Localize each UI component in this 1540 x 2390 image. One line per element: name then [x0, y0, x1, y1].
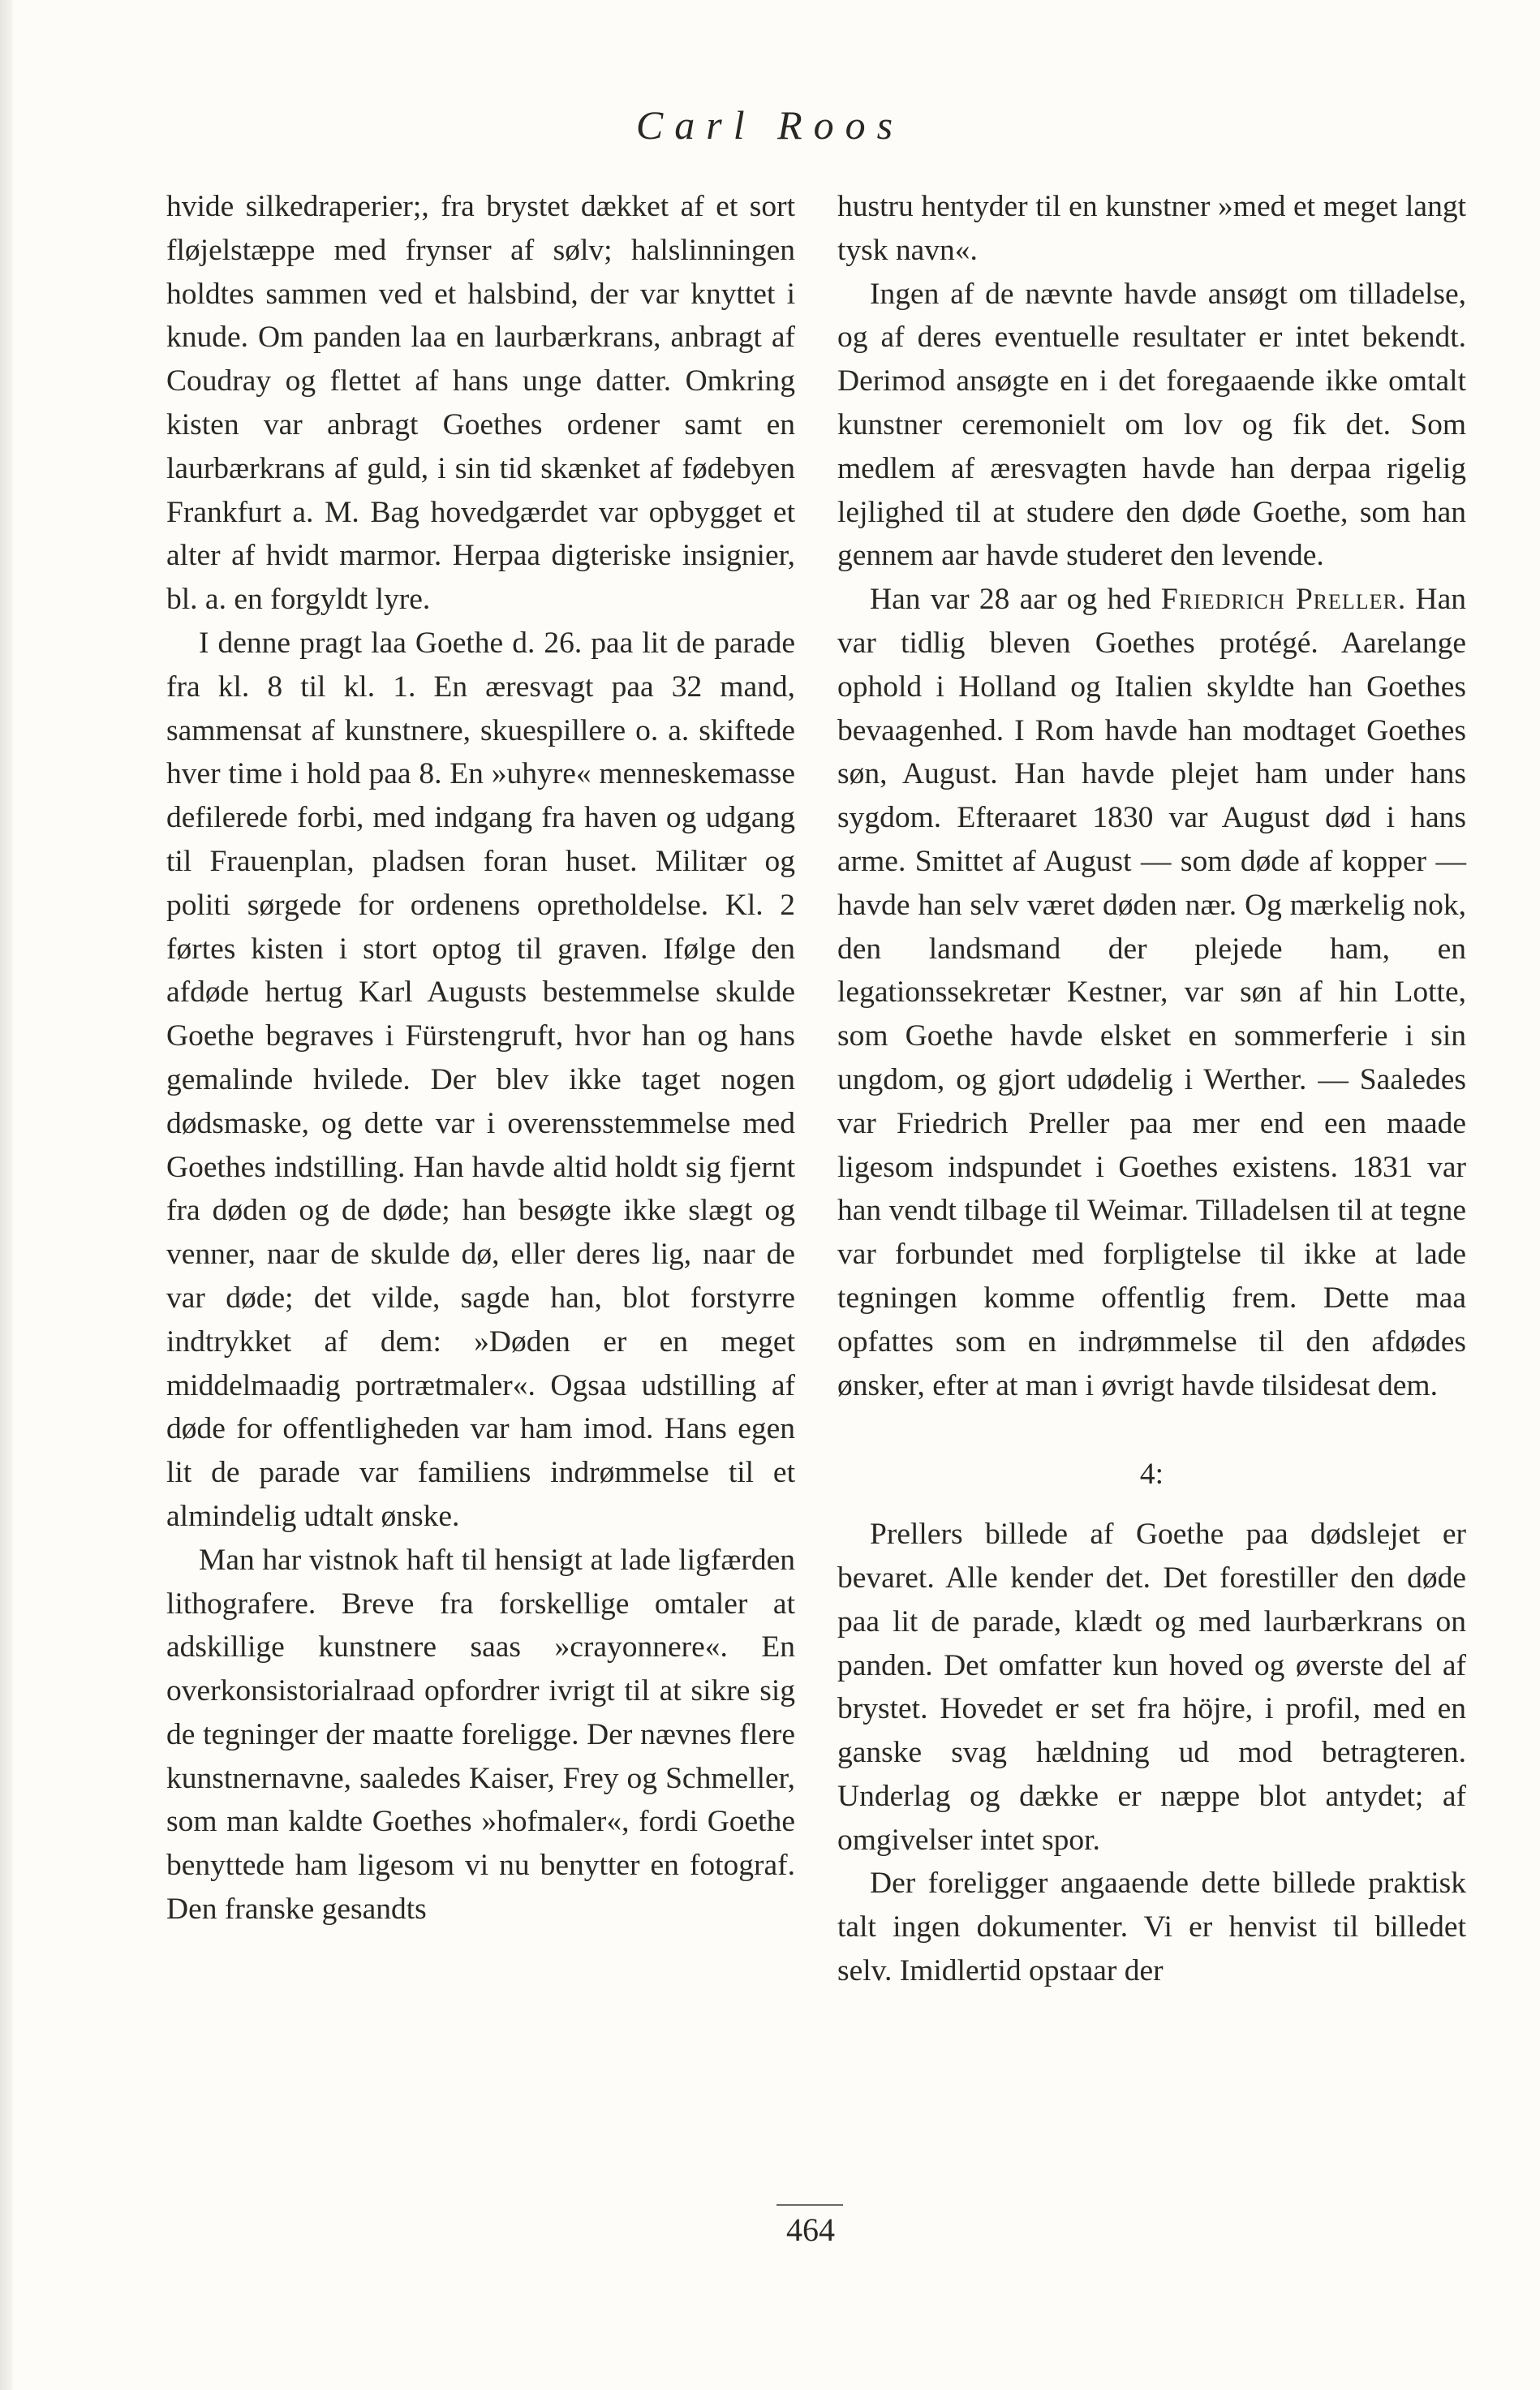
paragraph: Prellers billede af Goethe paa dødslejet er bevaret. Alle kender det. Det forestiller den døde paa lit de parade, klædt og med laurbærkrans on panden. Det omfatter kun hoved og øverste del af brystet. Hovedet er set fra höjre, i profil, med en ganske svag hældning ud mod betragteren. Underlag og dække er næppe blot antydet; af omgivelser intet spor. — [837, 1518, 1466, 1857]
paragraph: Ingen af de nævnte havde ansøgt om tilladelse, og af deres eventuelle resultater er intet bekendt. Derimod ansøgte en i det foregaaende ikke omtalt kunstner ceremonielt om lov og fik det. Som medlem af æresvagten havde han derpaa rigelig lejlighed til at studere den døde Goethe, som han gennem aar havde studeret den levende. — [837, 277, 1466, 573]
folio-rule — [776, 2204, 843, 2206]
page-number: 464 — [786, 2211, 835, 2248]
right-column — [837, 185, 1466, 1993]
person-name: Friedrich Preller — [1160, 583, 1398, 617]
paragraph: hvide silkedraperier;, fra brystet dækket af et sort fløjelstæppe med frynser af sølv; halslinningen holdtes sammen ved et halsbind, der var knyttet i knude. Om panden laa en laurbærkrans, anbragt af Coudray og flettet af hans unge datter. Omkring kisten var anbragt Goethes ordener samt en laurbærkrans af guld, i sin tid skænket af fødebyen Frankfurt a. M. Bag hovedgærdet var opbygget et alter af hvidt marmor. Herpaa digteriske insignier, bl. a. en forgyldt lyre. — [166, 190, 795, 617]
paragraph: Der foreligger angaaende dette billede praktisk talt ingen dokumenter. Vi er henvist til billedet selv. Imidlertid opstaar der — [837, 1867, 1466, 1988]
paragraph — [837, 578, 1466, 1407]
section-number: 4: — [1139, 1458, 1164, 1492]
paragraph: I denne pragt laa Goethe d. 26. paa lit de parade fra kl. 8 til kl. 1. En æresvagt paa 32 mand, sammensat af kunstnere, skuespillere o. a. skiftede hver time i hold paa 8. En »uhyre« menneskemasse defilerede forbi, med indgang fra haven og udgang til Frauenplan, pladsen foran huset. Militær og politi sørgede for ordenens opretholdelse. Kl. 2 førtes kisten i stort optog til graven. Ifølge den afdøde hertug Karl Augusts bestemmelse skulde Goethe begraves i Fürstengruft, hvor han og hans gemalinde hvilede. Der blev ikke taget nogen dødsmaske, og dette var i overensstemmelse med Goethes indstilling. Han havde altid holdt sig fjernt fra døden og de døde; han besøgte ikke slægt og venner, naar de skulde dø, eller deres lig, naar de var døde; det vilde, sagde han, blot forstyrre indtrykket af dem: »Døden er en meget middelmaadig portrætmaler«. Ogsaa udstilling af døde for offentligheden var ham imod. Hans egen lit de parade var familiens indrømmelse til et almindelig udtalt ønske. — [166, 626, 795, 1533]
paragraph-rest: . Han var tidlig bleven Goethes protégé. Aarelange ophold i Holland og Italien skyldte han Goethes bevaagenhed. I Rom havde han modtaget Goethes søn, August. Han havde plejet ham under hans sygdom. Efteraaret 1830 var August død i hans arme. Smittet af August — som døde af kopper — havde han selv været døden nær. Og mærkelig nok, den landsmand der plejede ham, en legationssekretær Kestner, var søn af hin Lotte, som Goethe havde elsket en sommerferie i sin ungdom, og gjort udødelig i Werther. — Saaledes var Friedrich Preller paa mer end een maade ligesom indspundet i Goethes existens. 1831 var han vendt tilbage til Weimar. Tilladelsen til at tegne var forbundet med forpligtelse til ikke at lade tegningen komme offentlig frem. Dette maa opfattes som en indrømmelse til den afdødes ønsker, efter at man i øvrigt havde tilsidesat dem. — [837, 583, 1467, 1402]
paragraph: hustru hentyder til en kunstner »med et meget langt tysk navn«. — [837, 190, 1466, 267]
running-head: Carl Roos — [635, 102, 905, 148]
page-edge — [0, 0, 13, 2390]
left-column — [166, 185, 795, 1931]
paragraph: Man har vistnok haft til hensigt at lade ligfærden lithografere. Breve fra forskellige omtaler at adskillige kunstnere saas »crayonnere«. En overkonsistorialraad opfordrer ivrigt til at sikre sig de tegninger der maatte foreligge. Der nævnes flere kunstnernavne, saaledes Kaiser, Frey og Schmeller, som man kaldte Goethes »hofmaler«, fordi Goethe benyttede ham ligesom vi nu benytter en fotograf. Den franske gesandts — [166, 1543, 795, 1927]
paragraph-lead: Han var 28 aar og hed — [870, 583, 1151, 617]
